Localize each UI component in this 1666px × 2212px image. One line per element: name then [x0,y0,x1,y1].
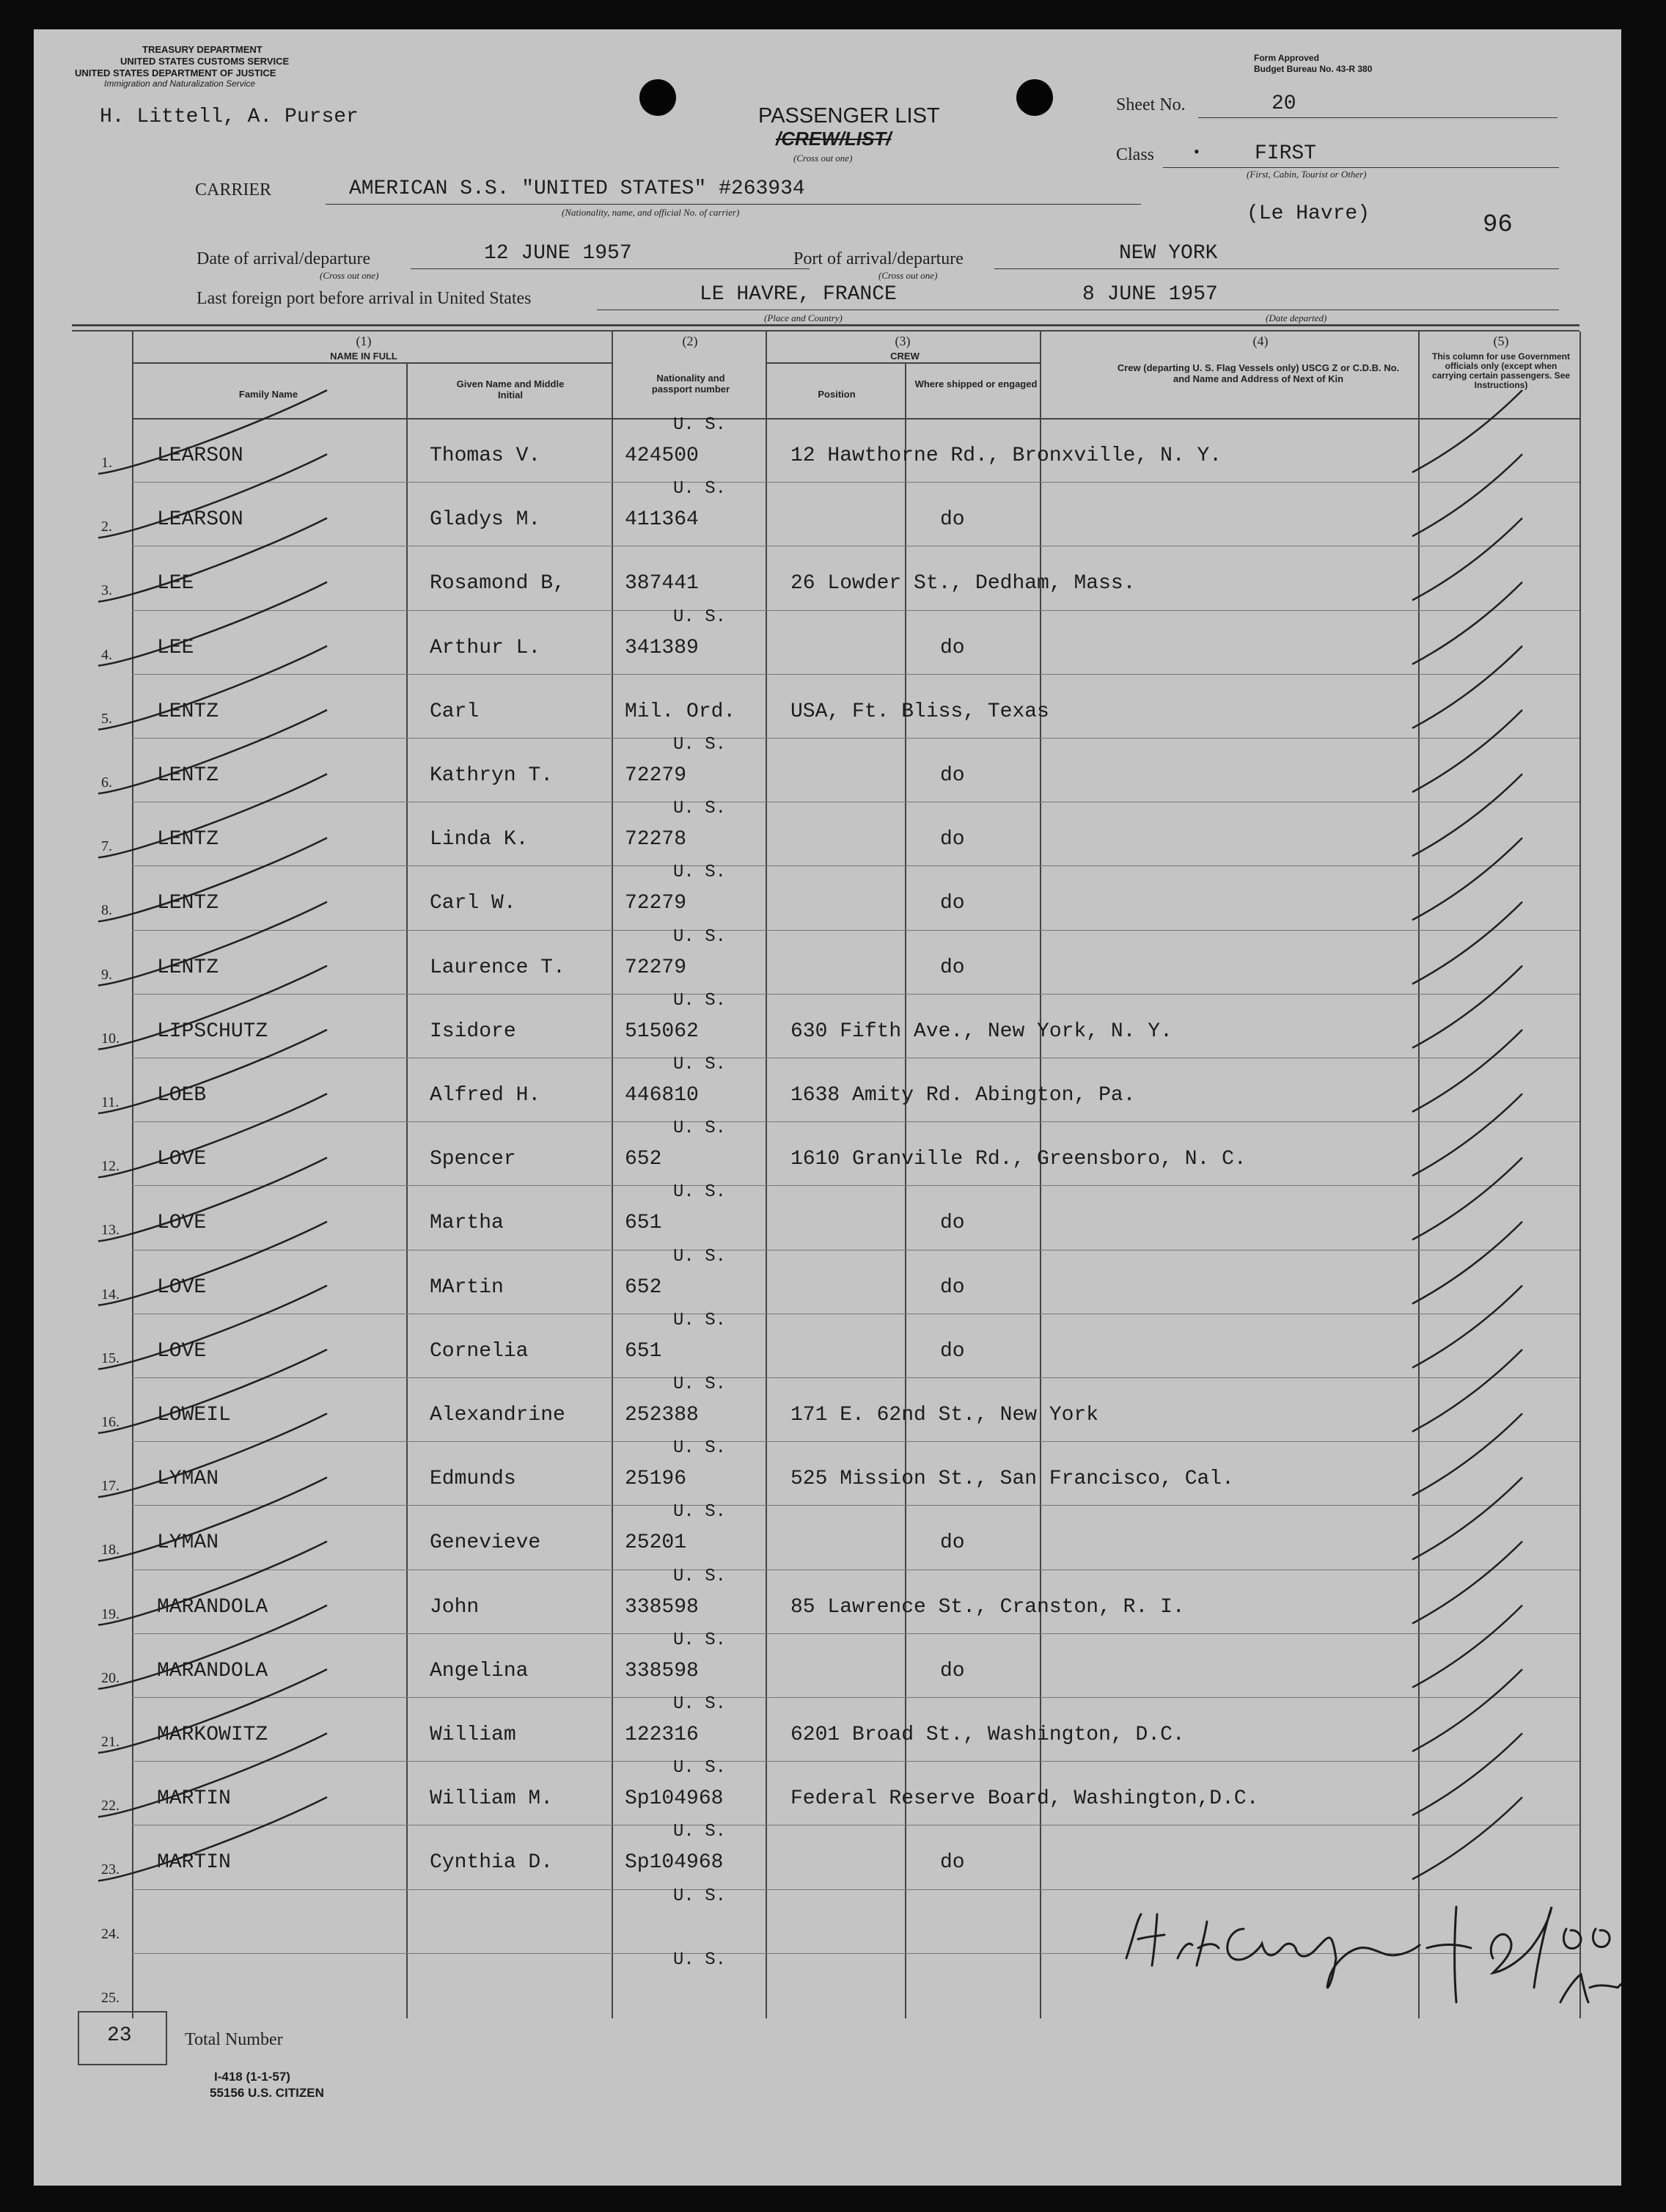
crew-header: CREW [890,351,920,362]
officials-check-mark [1412,1477,1522,1559]
officials-check-mark [1412,1542,1522,1624]
col3-number: (3) [895,334,911,348]
signer-name: H. Littell, A. Purser [100,106,359,128]
officials-check-mark [1412,390,1522,472]
row-number: 17. [101,1478,120,1495]
arrival-label: Date of arrival/departure [197,249,371,268]
officials-check-mark [1412,902,1522,984]
given-name: Spencer [430,1148,516,1171]
agency-line-2: UNITED STATES CUSTOMS SERVICE [120,56,290,67]
crew-kin-header: Crew (departing U. S. Flag Vessels only) USCG Z or C.D.B. No. and Name and Address of Next of Kin [1117,362,1400,384]
ditto-mark: do [940,956,965,979]
nationality: U. S. [673,1566,727,1586]
passport-number: 424500 [625,444,699,467]
family-name: LEE [157,636,194,659]
family-name: LOWEIL [157,1404,231,1427]
given-name: Linda K. [430,828,529,852]
address: 1610 Granville Rd., Greensboro, N. C. [790,1148,1247,1171]
row-number: 6. [101,774,112,791]
row-number: 14. [101,1286,120,1303]
address: 6201 Broad St., Washington, D.C. [790,1724,1185,1746]
nationality: U. S. [673,1886,727,1906]
row-number: 10. [101,1030,120,1047]
address: 171 E. 62nd St., New York [790,1404,1099,1427]
row-number: 19. [101,1605,120,1622]
officials-check-mark [1412,1669,1522,1751]
total-count: 23 [107,2024,132,2047]
nationality: U. S. [673,1118,727,1139]
col1-number: (1) [356,334,372,348]
family-name: LENTZ [157,956,219,979]
family-name: LYMAN [157,1468,219,1491]
officials-check-mark [1412,774,1522,856]
family-name: LENTZ [157,828,219,852]
row-divider [132,1185,1579,1186]
officials-check-mark [1412,1286,1522,1368]
departed-value: 8 JUNE 1957 [1082,283,1218,306]
row-number: 16. [101,1414,120,1430]
nationality: U. S. [673,863,727,883]
officials-check-mark [1412,1605,1522,1688]
inspector-signature [1112,1878,1621,2017]
officials-check-mark [1412,966,1522,1048]
ditto-mark: do [940,1275,965,1299]
passport-number: 72279 [625,892,687,915]
passport-number: 651 [625,1212,662,1235]
last-port-value: LE HAVRE, FRANCE [700,283,897,306]
passport-number: Sp104968 [625,1787,724,1811]
family-name: LOEB [157,1084,207,1107]
address: 26 Lowder St., Dedham, Mass. [790,572,1136,596]
row-number: 9. [101,966,112,983]
passport-number: 411364 [625,508,699,532]
carrier-label: CARRIER [195,180,272,199]
nationality: U. S. [673,735,727,755]
class-label: Class [1116,145,1155,164]
family-name: LENTZ [157,892,219,915]
citizen-stamp: 55156 U.S. CITIZEN [210,2086,324,2100]
form-approved-1: Form Approved [1254,53,1319,63]
family-name: LEE [157,572,194,596]
given-name-header: Given Name and Middle Initial [456,378,565,400]
row-divider [132,1633,1579,1634]
row-number: 21. [101,1734,120,1750]
last-port-label: Last foreign port before arrival in United States [197,289,532,308]
officials-header: This column for use Government officials only (except when carrying certain passengers. See Instructions) [1431,351,1571,390]
family-name: MARANDOLA [157,1659,268,1682]
row-number: 8. [101,902,112,919]
position-header: Position [818,389,856,400]
title-cross-out-note: (Cross out one) [793,153,853,164]
given-name: Kathryn T. [430,764,554,787]
family-name: LENTZ [157,700,219,723]
ditto-mark: do [940,828,965,852]
class-note: (First, Cabin, Tourist or Other) [1247,169,1367,180]
address: 525 Mission St., San Francisco, Cal. [790,1468,1234,1491]
row-divider [132,738,1579,739]
inspection-checkmarks [34,29,1621,2186]
nationality: U. S. [673,1182,727,1203]
agency-line-1: TREASURY DEPARTMENT [142,44,263,55]
agency-line-4: Immigration and Naturalization Service [104,78,256,89]
address: 12 Hawthorne Rd., Bronxville, N. Y. [790,444,1222,467]
ditto-mark: do [940,892,965,915]
ditto-mark: do [940,508,965,532]
family-name: LEARSON [157,444,243,467]
arrival-date: 12 JUNE 1957 [484,242,632,265]
officials-check-mark [1412,518,1522,600]
passport-number: 446810 [625,1084,699,1107]
ditto-mark: do [940,1531,965,1555]
carrier-value: AMERICAN S.S. "UNITED STATES" #263934 [349,177,805,200]
row-number: 1. [101,455,112,471]
row-divider [132,1121,1579,1122]
row-number: 7. [101,838,112,855]
port-note: (Cross out one) [878,270,938,281]
family-name: LYMAN [157,1531,219,1555]
row-divider [132,674,1579,675]
address: 1638 Amity Rd. Abington, Pa. [790,1084,1136,1107]
nationality: U. S. [673,1822,727,1842]
officials-check-mark [1412,1222,1522,1304]
port-label: Port of arrival/departure [793,249,964,268]
given-name: William [430,1724,516,1746]
punch-hole-left [639,79,676,116]
ditto-mark: do [940,1851,965,1875]
row-number: 24. [101,1925,120,1942]
row-divider [132,1697,1579,1698]
row-number: 23. [101,1861,120,1878]
officials-check-mark [1412,454,1522,536]
passport-number: 387441 [625,572,699,596]
given-name: Laurence T. [430,956,565,979]
nationality: U. S. [673,1310,727,1330]
given-name: Arthur L. [430,636,541,659]
family-name: MARTIN [157,1851,231,1875]
given-name: Alexandrine [430,1404,565,1427]
port-value: NEW YORK [1119,242,1218,265]
passport-number: 515062 [625,1019,699,1043]
nationality: U. S. [673,1374,727,1394]
address: 85 Lawrence St., Cranston, R. I. [790,1595,1185,1619]
ditto-mark: do [940,636,965,659]
passport-number: 72279 [625,764,687,787]
nationality: U. S. [673,1502,727,1523]
page-number: 96 [1483,211,1513,239]
row-number: 20. [101,1669,120,1686]
given-name: Martha [430,1212,504,1235]
row-number: 12. [101,1158,120,1175]
le-havre-note: (Le Havre) [1247,202,1370,225]
ditto-mark: do [940,1659,965,1682]
sheet-number: 20 [1271,92,1296,115]
nationality: U. S. [673,1630,727,1650]
row-divider [132,994,1579,995]
row-number: 3. [101,582,112,599]
nationality: U. S. [673,926,727,947]
family-name: MARANDOLA [157,1595,268,1619]
nationality: U. S. [673,1438,727,1459]
ditto-mark: do [940,1212,965,1235]
nationality: U. S. [673,415,727,435]
row-divider [132,610,1579,611]
passport-number: 652 [625,1275,662,1299]
given-name: Cynthia D. [430,1851,554,1875]
ditto-mark: do [940,764,965,787]
row-number: 18. [101,1542,120,1559]
passport-number: 651 [625,1339,662,1363]
passport-number: Sp104968 [625,1851,724,1875]
row-number: 22. [101,1798,120,1814]
nationality: U. S. [673,1246,727,1267]
row-divider [132,930,1579,931]
given-name: Carl [430,700,480,723]
row-number: 13. [101,1222,120,1239]
passport-number: 252388 [625,1404,699,1427]
nationality: U. S. [673,1694,727,1714]
officials-check-mark [1412,1349,1522,1432]
family-name: MARKOWITZ [157,1724,268,1746]
sheet-label: Sheet No. [1116,95,1186,114]
col1-title: NAME IN FULL [330,351,397,362]
passport-number: 341389 [625,636,699,659]
row-divider [132,1441,1579,1442]
where-shipped-header: Where shipped or engaged [914,378,1038,389]
row-divider [132,1377,1579,1378]
officials-check-mark [1412,838,1522,920]
nationality: U. S. [673,607,727,627]
struck-title: /CREW/LIST/ [776,128,892,150]
address: Federal Reserve Board, Washington,D.C. [790,1787,1259,1811]
nationality: U. S. [673,1949,727,1970]
total-label: Total Number [185,2030,283,2049]
given-name: Genevieve [430,1531,541,1555]
given-name: William M. [430,1787,554,1811]
given-name: Alfred H. [430,1084,541,1107]
family-name: LOVE [157,1212,207,1235]
form-title: PASSENGER LIST [758,104,940,128]
passport-number: 25201 [625,1531,687,1555]
officials-check-mark [1412,1157,1522,1239]
family-name: MARTIN [157,1787,231,1811]
class-value: FIRST [1255,142,1317,165]
col2-number: (2) [682,334,698,348]
carrier-note: (Nationality, name, and official No. of carrier) [562,207,740,218]
ditto-mark: do [940,1339,965,1363]
row-divider [132,865,1579,866]
row-number: 15. [101,1349,120,1366]
nationality: U. S. [673,479,727,499]
family-name: LIPSCHUTZ [157,1019,268,1043]
agency-line-3: UNITED STATES DEPARTMENT OF JUSTICE [75,67,276,78]
given-name: MArtin [430,1275,504,1299]
class-dot: • [1194,142,1200,161]
passport-number: 652 [625,1148,662,1171]
given-name: Edmunds [430,1468,516,1491]
row-divider [132,482,1579,483]
nationality: U. S. [673,990,727,1011]
row-number: 4. [101,646,112,663]
passport-number: Mil. Ord. [625,700,736,723]
family-name: LOVE [157,1275,207,1299]
departed-note: (Date departed) [1266,312,1327,323]
officials-check-mark [1412,646,1522,728]
punch-hole-right [1016,79,1053,116]
nationality: U. S. [673,799,727,819]
family-name: LEARSON [157,508,243,532]
form-code: I-418 (1-1-57) [214,2070,290,2084]
given-name: Angelina [430,1659,529,1682]
address: USA, Ft. Bliss, Texas [790,700,1049,723]
passport-number: 72279 [625,956,687,979]
passport-number: 338598 [625,1595,699,1619]
row-number: 25. [101,1989,120,2006]
given-name: John [430,1595,480,1619]
officials-check-mark [1412,1030,1522,1112]
given-name: Carl W. [430,892,516,915]
nationality: U. S. [673,1055,727,1074]
passport-number: 72278 [625,828,687,852]
col4-number: (4) [1252,334,1269,348]
officials-check-mark [1412,582,1522,664]
family-name-header: Family Name [238,389,298,400]
row-number: 5. [101,710,112,727]
row-number: 11. [101,1094,120,1110]
officials-check-mark [1412,1094,1522,1176]
given-name: Isidore [430,1019,516,1043]
last-port-note: (Place and Country) [764,312,843,323]
family-name: LOVE [157,1148,207,1171]
nationality: U. S. [673,1758,727,1779]
given-name: Cornelia [430,1339,529,1363]
family-name: LENTZ [157,764,219,787]
officials-check-mark [1412,1733,1522,1815]
passport-number: 122316 [625,1724,699,1746]
passport-number: 25196 [625,1468,687,1491]
given-name: Rosamond B, [430,572,565,596]
officials-check-mark [1412,1413,1522,1495]
passenger-list-form [34,29,1621,2186]
col5-number: (5) [1493,334,1509,348]
form-approved-2: Budget Bureau No. 43-R 380 [1254,64,1373,74]
officials-check-mark [1412,710,1522,792]
officials-check-mark [1412,1797,1522,1879]
given-name: Gladys M. [430,508,541,532]
row-divider [132,1761,1579,1762]
address: 630 Fifth Ave., New York, N. Y. [790,1019,1173,1043]
nationality-header: Nationality and passport number [651,373,730,395]
passport-number: 338598 [625,1659,699,1682]
given-name: Thomas V. [430,444,541,467]
family-name: LOVE [157,1339,207,1363]
arrival-note: (Cross out one) [320,270,379,281]
row-divider [132,1505,1579,1506]
row-number: 2. [101,519,112,535]
